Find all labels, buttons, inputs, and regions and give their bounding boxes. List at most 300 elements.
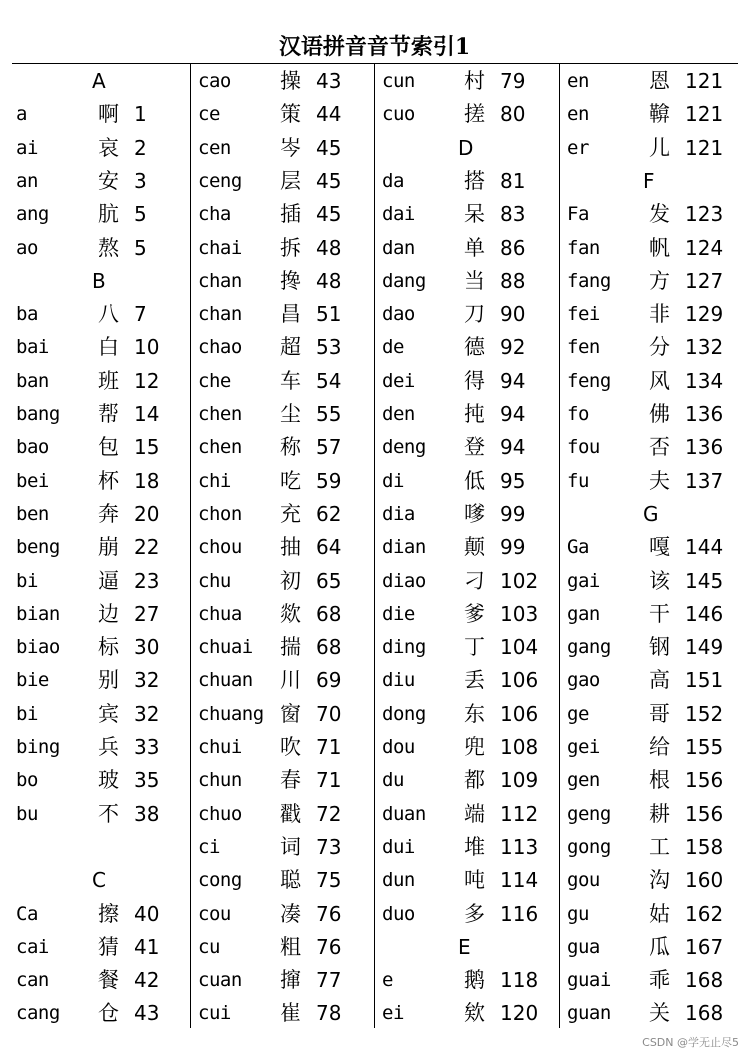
example-character: 称 xyxy=(280,435,301,460)
index-entry xyxy=(194,165,372,198)
page-number: 12 xyxy=(134,368,160,393)
page-number: 14 xyxy=(134,402,160,426)
pinyin-syllable: guan xyxy=(567,1002,611,1025)
index-entry xyxy=(194,864,372,897)
example-character: 得 xyxy=(464,368,485,393)
index-entry xyxy=(563,398,741,431)
letter-section-header xyxy=(563,165,741,198)
index-entry xyxy=(563,997,741,1030)
example-character: 耕 xyxy=(649,801,670,826)
page-number: 114 xyxy=(500,868,539,893)
page-number: 53 xyxy=(316,335,342,360)
pinyin-syllable: ang xyxy=(16,203,49,226)
index-entry xyxy=(194,98,372,131)
page-number: 73 xyxy=(316,834,342,859)
index-entry xyxy=(194,831,372,864)
pinyin-syllable: gai xyxy=(567,569,600,592)
index-entry xyxy=(378,698,556,731)
index-entry xyxy=(563,232,741,265)
pinyin-syllable: chun xyxy=(198,769,242,792)
pinyin-syllable: fen xyxy=(567,336,600,359)
example-character: 发 xyxy=(649,202,670,227)
index-entry xyxy=(12,731,190,764)
example-character: 端 xyxy=(464,801,485,826)
pinyin-syllable: fou xyxy=(567,436,600,459)
pinyin-syllable: gu xyxy=(567,902,589,925)
pinyin-syllable: da xyxy=(382,169,404,192)
example-character: 堆 xyxy=(464,834,485,859)
pinyin-syllable: Fa xyxy=(567,203,589,226)
example-character: 单 xyxy=(464,235,485,260)
pinyin-syllable: chuo xyxy=(198,802,242,825)
example-character: 嘎 xyxy=(649,535,670,560)
index-entry xyxy=(378,565,556,598)
pinyin-syllable: cen xyxy=(198,136,231,159)
page-number: 15 xyxy=(134,435,160,460)
example-character: 车 xyxy=(280,368,301,393)
page-number: 168 xyxy=(685,968,724,993)
pinyin-syllable: den xyxy=(382,403,415,425)
pinyin-syllable: Ga xyxy=(567,536,589,559)
example-character: 都 xyxy=(464,768,485,793)
pinyin-syllable: bu xyxy=(16,802,38,825)
example-character: 瓜 xyxy=(649,934,670,959)
page-number: 45 xyxy=(316,168,342,193)
index-column-4 xyxy=(563,65,741,1030)
example-character: 非 xyxy=(649,302,670,327)
page-number: 41 xyxy=(134,934,160,959)
page-number: 137 xyxy=(685,468,724,493)
example-character: 崔 xyxy=(280,1001,301,1026)
example-character: 啊 xyxy=(98,102,119,127)
example-character: 儿 xyxy=(649,135,670,160)
example-character: 颠 xyxy=(464,535,485,560)
pinyin-syllable: fu xyxy=(567,469,589,492)
index-entry xyxy=(378,198,556,231)
example-character: 姑 xyxy=(649,901,670,926)
pinyin-syllable: chon xyxy=(198,502,242,525)
page-number: 156 xyxy=(685,768,724,793)
page-number: 43 xyxy=(316,69,342,93)
pinyin-syllable: Ca xyxy=(16,902,38,925)
pinyin-syllable: bo xyxy=(16,769,38,792)
page-number: 104 xyxy=(500,635,539,660)
index-entry xyxy=(12,132,190,165)
page-number: 113 xyxy=(500,834,539,859)
pinyin-syllable: dou xyxy=(382,736,415,758)
index-entry xyxy=(563,465,741,498)
example-character: 低 xyxy=(464,468,485,493)
page-number: 123 xyxy=(685,202,724,227)
index-entry xyxy=(563,898,741,931)
pinyin-syllable: feng xyxy=(567,369,611,392)
index-entry xyxy=(194,365,372,398)
index-entry xyxy=(12,232,190,265)
index-entry xyxy=(563,731,741,764)
example-character: 岑 xyxy=(280,135,301,160)
pinyin-syllable: gang xyxy=(567,636,611,659)
example-character: 八 xyxy=(98,302,119,327)
page-number: 2 xyxy=(134,135,147,160)
page-number: 77 xyxy=(316,968,342,993)
index-entry xyxy=(194,265,372,298)
page-number: 109 xyxy=(500,768,539,793)
page-number: 70 xyxy=(316,701,342,726)
pinyin-syllable: dia xyxy=(382,502,415,525)
pinyin-syllable: chao xyxy=(198,336,242,359)
example-character: 宾 xyxy=(98,701,119,726)
pinyin-syllable: chui xyxy=(198,736,242,758)
index-entry xyxy=(563,198,741,231)
pinyin-syllable: gua xyxy=(567,935,600,958)
pinyin-syllable: gan xyxy=(567,602,600,625)
example-character: 窗 xyxy=(280,701,301,726)
pinyin-syllable: ei xyxy=(382,1002,404,1025)
pinyin-syllable: guai xyxy=(567,969,611,992)
index-entry xyxy=(378,898,556,931)
page-number: 149 xyxy=(685,635,724,660)
index-entry xyxy=(194,698,372,731)
pinyin-syllable: gen xyxy=(567,769,600,792)
example-character: 搭 xyxy=(464,168,485,193)
index-entry xyxy=(563,365,741,398)
page-number: 158 xyxy=(685,834,724,859)
example-character: 戳 xyxy=(280,801,301,826)
index-entry xyxy=(12,898,190,931)
page-title: 汉语拼音音节索引1 xyxy=(278,34,471,60)
index-entry xyxy=(12,431,190,464)
index-entry xyxy=(194,65,372,98)
pinyin-syllable: chuai xyxy=(198,636,253,659)
letter-section-header xyxy=(378,931,556,964)
index-entry xyxy=(378,232,556,265)
page-number: 59 xyxy=(316,468,342,493)
example-character: 聪 xyxy=(280,868,301,893)
page-number: 72 xyxy=(316,801,342,826)
index-entry xyxy=(194,964,372,997)
index-entry xyxy=(194,931,372,964)
index-entry xyxy=(378,964,556,997)
index-entry xyxy=(378,798,556,831)
index-entry xyxy=(12,165,190,198)
pinyin-syllable: bang xyxy=(16,403,60,425)
page-number: 68 xyxy=(316,601,342,626)
index-entry xyxy=(194,298,372,331)
page-number: 106 xyxy=(500,701,539,726)
pinyin-syllable: dui xyxy=(382,835,415,858)
page-number: 134 xyxy=(685,368,724,393)
pinyin-syllable: bie xyxy=(16,669,49,692)
page-number: 79 xyxy=(500,69,526,93)
pinyin-syllable: dang xyxy=(382,269,426,292)
example-character: 爹 xyxy=(464,601,485,626)
page-number: 121 xyxy=(685,102,724,127)
page-number: 42 xyxy=(134,968,160,993)
pinyin-syllable: cao xyxy=(198,70,231,92)
pinyin-syllable: cuo xyxy=(382,103,415,126)
index-entry xyxy=(12,198,190,231)
index-entry xyxy=(194,232,372,265)
example-character: 奔 xyxy=(98,501,119,526)
pinyin-syllable: bei xyxy=(16,469,49,492)
pinyin-syllable: bi xyxy=(16,702,38,725)
page-number: 64 xyxy=(316,535,342,560)
letter-section-header xyxy=(12,265,190,298)
index-entry xyxy=(378,165,556,198)
index-entry xyxy=(194,764,372,797)
column-divider xyxy=(374,63,375,1028)
section-letter: C xyxy=(92,868,106,893)
index-entry xyxy=(12,964,190,997)
index-entry xyxy=(563,764,741,797)
page-number: 136 xyxy=(685,435,724,460)
pinyin-syllable: bao xyxy=(16,436,49,459)
example-character: 工 xyxy=(649,834,670,859)
pinyin-syllable: cui xyxy=(198,1002,231,1025)
page-number: 68 xyxy=(316,635,342,660)
pinyin-syllable: cun xyxy=(382,70,415,92)
example-character: 猜 xyxy=(98,934,119,959)
pinyin-syllable: dei xyxy=(382,369,415,392)
example-character: 边 xyxy=(98,601,119,626)
index-entry xyxy=(12,365,190,398)
page-number: 124 xyxy=(685,235,724,260)
example-character: 超 xyxy=(280,335,301,360)
index-entry xyxy=(378,298,556,331)
index-entry xyxy=(12,498,190,531)
index-entry xyxy=(12,531,190,564)
pinyin-syllable: chan xyxy=(198,269,242,292)
pinyin-syllable: bian xyxy=(16,602,60,625)
pinyin-syllable: gao xyxy=(567,669,600,692)
index-entry xyxy=(378,598,556,631)
page-number: 75 xyxy=(316,868,342,893)
index-entry xyxy=(378,398,556,431)
index-column-2 xyxy=(194,65,372,1030)
index-entry xyxy=(378,498,556,531)
index-entry xyxy=(563,431,741,464)
example-character: 鹅 xyxy=(464,968,485,993)
pinyin-syllable: ci xyxy=(198,835,220,858)
page-number: 116 xyxy=(500,901,539,926)
page-number: 10 xyxy=(134,335,160,360)
pinyin-syllable: duo xyxy=(382,902,415,925)
example-character: 刀 xyxy=(464,302,485,327)
index-entry xyxy=(194,531,372,564)
example-character: 吹 xyxy=(280,735,301,759)
example-character: 层 xyxy=(280,168,301,193)
index-entry xyxy=(12,698,190,731)
page-number: 54 xyxy=(316,368,342,393)
example-character: 鞥 xyxy=(649,102,670,127)
page-number: 76 xyxy=(316,934,342,959)
index-entry xyxy=(194,997,372,1030)
pinyin-syllable: diu xyxy=(382,669,415,692)
example-character: 凑 xyxy=(280,901,301,926)
index-column-3 xyxy=(378,65,556,1030)
page-number: 40 xyxy=(134,901,160,926)
example-character: 白 xyxy=(98,335,119,360)
page-number: 81 xyxy=(500,168,526,193)
page-number: 32 xyxy=(134,668,160,693)
example-character: 崩 xyxy=(98,535,119,560)
index-entry xyxy=(563,65,741,98)
page-number: 108 xyxy=(500,735,539,759)
page-number: 106 xyxy=(500,668,539,693)
example-character: 抽 xyxy=(280,535,301,560)
index-entry xyxy=(12,764,190,797)
page-number: 23 xyxy=(134,568,160,593)
page-number: 78 xyxy=(316,1001,342,1026)
example-character: 初 xyxy=(280,568,301,593)
example-character: 方 xyxy=(649,268,670,293)
page-number: 92 xyxy=(500,335,526,360)
example-character: 肮 xyxy=(98,202,119,227)
page-number: 103 xyxy=(500,601,539,626)
pinyin-syllable: ai xyxy=(16,136,38,159)
page-number: 30 xyxy=(134,635,160,660)
blank-row xyxy=(12,831,190,864)
index-entry xyxy=(12,331,190,364)
section-letter: A xyxy=(92,69,106,93)
pinyin-syllable: du xyxy=(382,769,404,792)
example-character: 词 xyxy=(280,834,301,859)
pinyin-syllable: cai xyxy=(16,935,49,958)
pinyin-syllable: cha xyxy=(198,203,231,226)
index-entry xyxy=(378,764,556,797)
pinyin-syllable: dai xyxy=(382,203,415,226)
example-character: 关 xyxy=(649,1001,670,1026)
pinyin-syllable: ba xyxy=(16,303,38,326)
index-entry xyxy=(378,664,556,697)
example-character: 仓 xyxy=(98,1001,119,1026)
index-entry xyxy=(378,531,556,564)
page-number: 22 xyxy=(134,535,160,560)
letter-section-header xyxy=(378,132,556,165)
page-number: 90 xyxy=(500,302,526,327)
index-entry xyxy=(378,465,556,498)
page-number: 121 xyxy=(685,69,724,93)
pinyin-syllable: chou xyxy=(198,536,242,559)
example-character: 不 xyxy=(98,801,119,826)
pinyin-syllable: can xyxy=(16,969,49,992)
example-character: 丁 xyxy=(464,635,485,660)
example-character: 餐 xyxy=(98,968,119,993)
index-entry xyxy=(12,598,190,631)
example-character: 高 xyxy=(649,668,670,693)
page-number: 48 xyxy=(316,268,342,293)
page-number: 86 xyxy=(500,235,526,260)
section-letter: E xyxy=(458,934,471,959)
pinyin-syllable: fei xyxy=(567,303,600,326)
pinyin-syllable: cu xyxy=(198,935,220,958)
page-number: 45 xyxy=(316,202,342,227)
page-number: 121 xyxy=(685,135,724,160)
example-character: 帆 xyxy=(649,235,670,260)
example-character: 给 xyxy=(649,735,670,759)
page-number: 168 xyxy=(685,1001,724,1026)
page-number: 99 xyxy=(500,535,526,560)
pinyin-syllable: ceng xyxy=(198,169,242,192)
pinyin-syllable: ben xyxy=(16,502,49,525)
top-rule xyxy=(12,63,738,64)
example-character: 熬 xyxy=(98,235,119,260)
example-character: 帮 xyxy=(98,402,119,426)
section-letter: F xyxy=(643,168,655,193)
page-number: 144 xyxy=(685,535,724,560)
example-character: 德 xyxy=(464,335,485,360)
example-character: 该 xyxy=(649,568,670,593)
page-number: 155 xyxy=(685,735,724,759)
example-character: 搀 xyxy=(280,268,301,293)
pinyin-syllable: ge xyxy=(567,702,589,725)
page-number: 102 xyxy=(500,568,539,593)
example-character: 乖 xyxy=(649,968,670,993)
example-character: 嗲 xyxy=(464,501,485,526)
index-entry xyxy=(12,98,190,131)
pinyin-syllable: che xyxy=(198,369,231,392)
page-number: 48 xyxy=(316,235,342,260)
example-character: 策 xyxy=(280,102,301,127)
index-entry xyxy=(563,931,741,964)
pinyin-syllable: fo xyxy=(567,403,589,425)
index-entry xyxy=(194,431,372,464)
page-number: 71 xyxy=(316,735,342,759)
pinyin-syllable: e xyxy=(382,969,393,992)
column-divider xyxy=(559,63,560,1028)
section-letter: D xyxy=(458,135,474,160)
example-character: 哀 xyxy=(98,135,119,160)
example-character: 吨 xyxy=(464,868,485,893)
index-entry xyxy=(194,198,372,231)
example-character: 欻 xyxy=(280,601,301,626)
index-entry xyxy=(194,598,372,631)
pinyin-syllable: bi xyxy=(16,569,38,592)
example-character: 插 xyxy=(280,202,301,227)
example-character: 丢 xyxy=(464,668,485,693)
page-number: 94 xyxy=(500,402,526,426)
index-entry xyxy=(378,365,556,398)
example-character: 干 xyxy=(649,601,670,626)
pinyin-syllable: geng xyxy=(567,802,611,825)
page-number: 57 xyxy=(316,435,342,460)
example-character: 多 xyxy=(464,901,485,926)
pinyin-syllable: deng xyxy=(382,436,426,459)
page-number: 65 xyxy=(316,568,342,593)
example-character: 标 xyxy=(98,635,119,660)
example-character: 沟 xyxy=(649,868,670,893)
example-character: 当 xyxy=(464,268,485,293)
index-entry xyxy=(378,997,556,1030)
pinyin-syllable: cong xyxy=(198,869,242,892)
pinyin-syllable: bing xyxy=(16,736,60,758)
watermark-footer: CSDN @学无止尽5 xyxy=(642,1036,739,1049)
index-entry xyxy=(378,331,556,364)
index-entry xyxy=(12,398,190,431)
pinyin-syllable: chuang xyxy=(198,702,264,725)
pinyin-syllable: ao xyxy=(16,236,38,259)
example-character: 东 xyxy=(464,701,485,726)
index-entry xyxy=(563,798,741,831)
page-number: 32 xyxy=(134,701,160,726)
index-entry xyxy=(194,331,372,364)
index-entry xyxy=(194,898,372,931)
index-entry xyxy=(378,831,556,864)
pinyin-syllable: dao xyxy=(382,303,415,326)
index-entry xyxy=(194,798,372,831)
index-entry xyxy=(378,65,556,98)
example-character: 刁 xyxy=(464,568,485,593)
